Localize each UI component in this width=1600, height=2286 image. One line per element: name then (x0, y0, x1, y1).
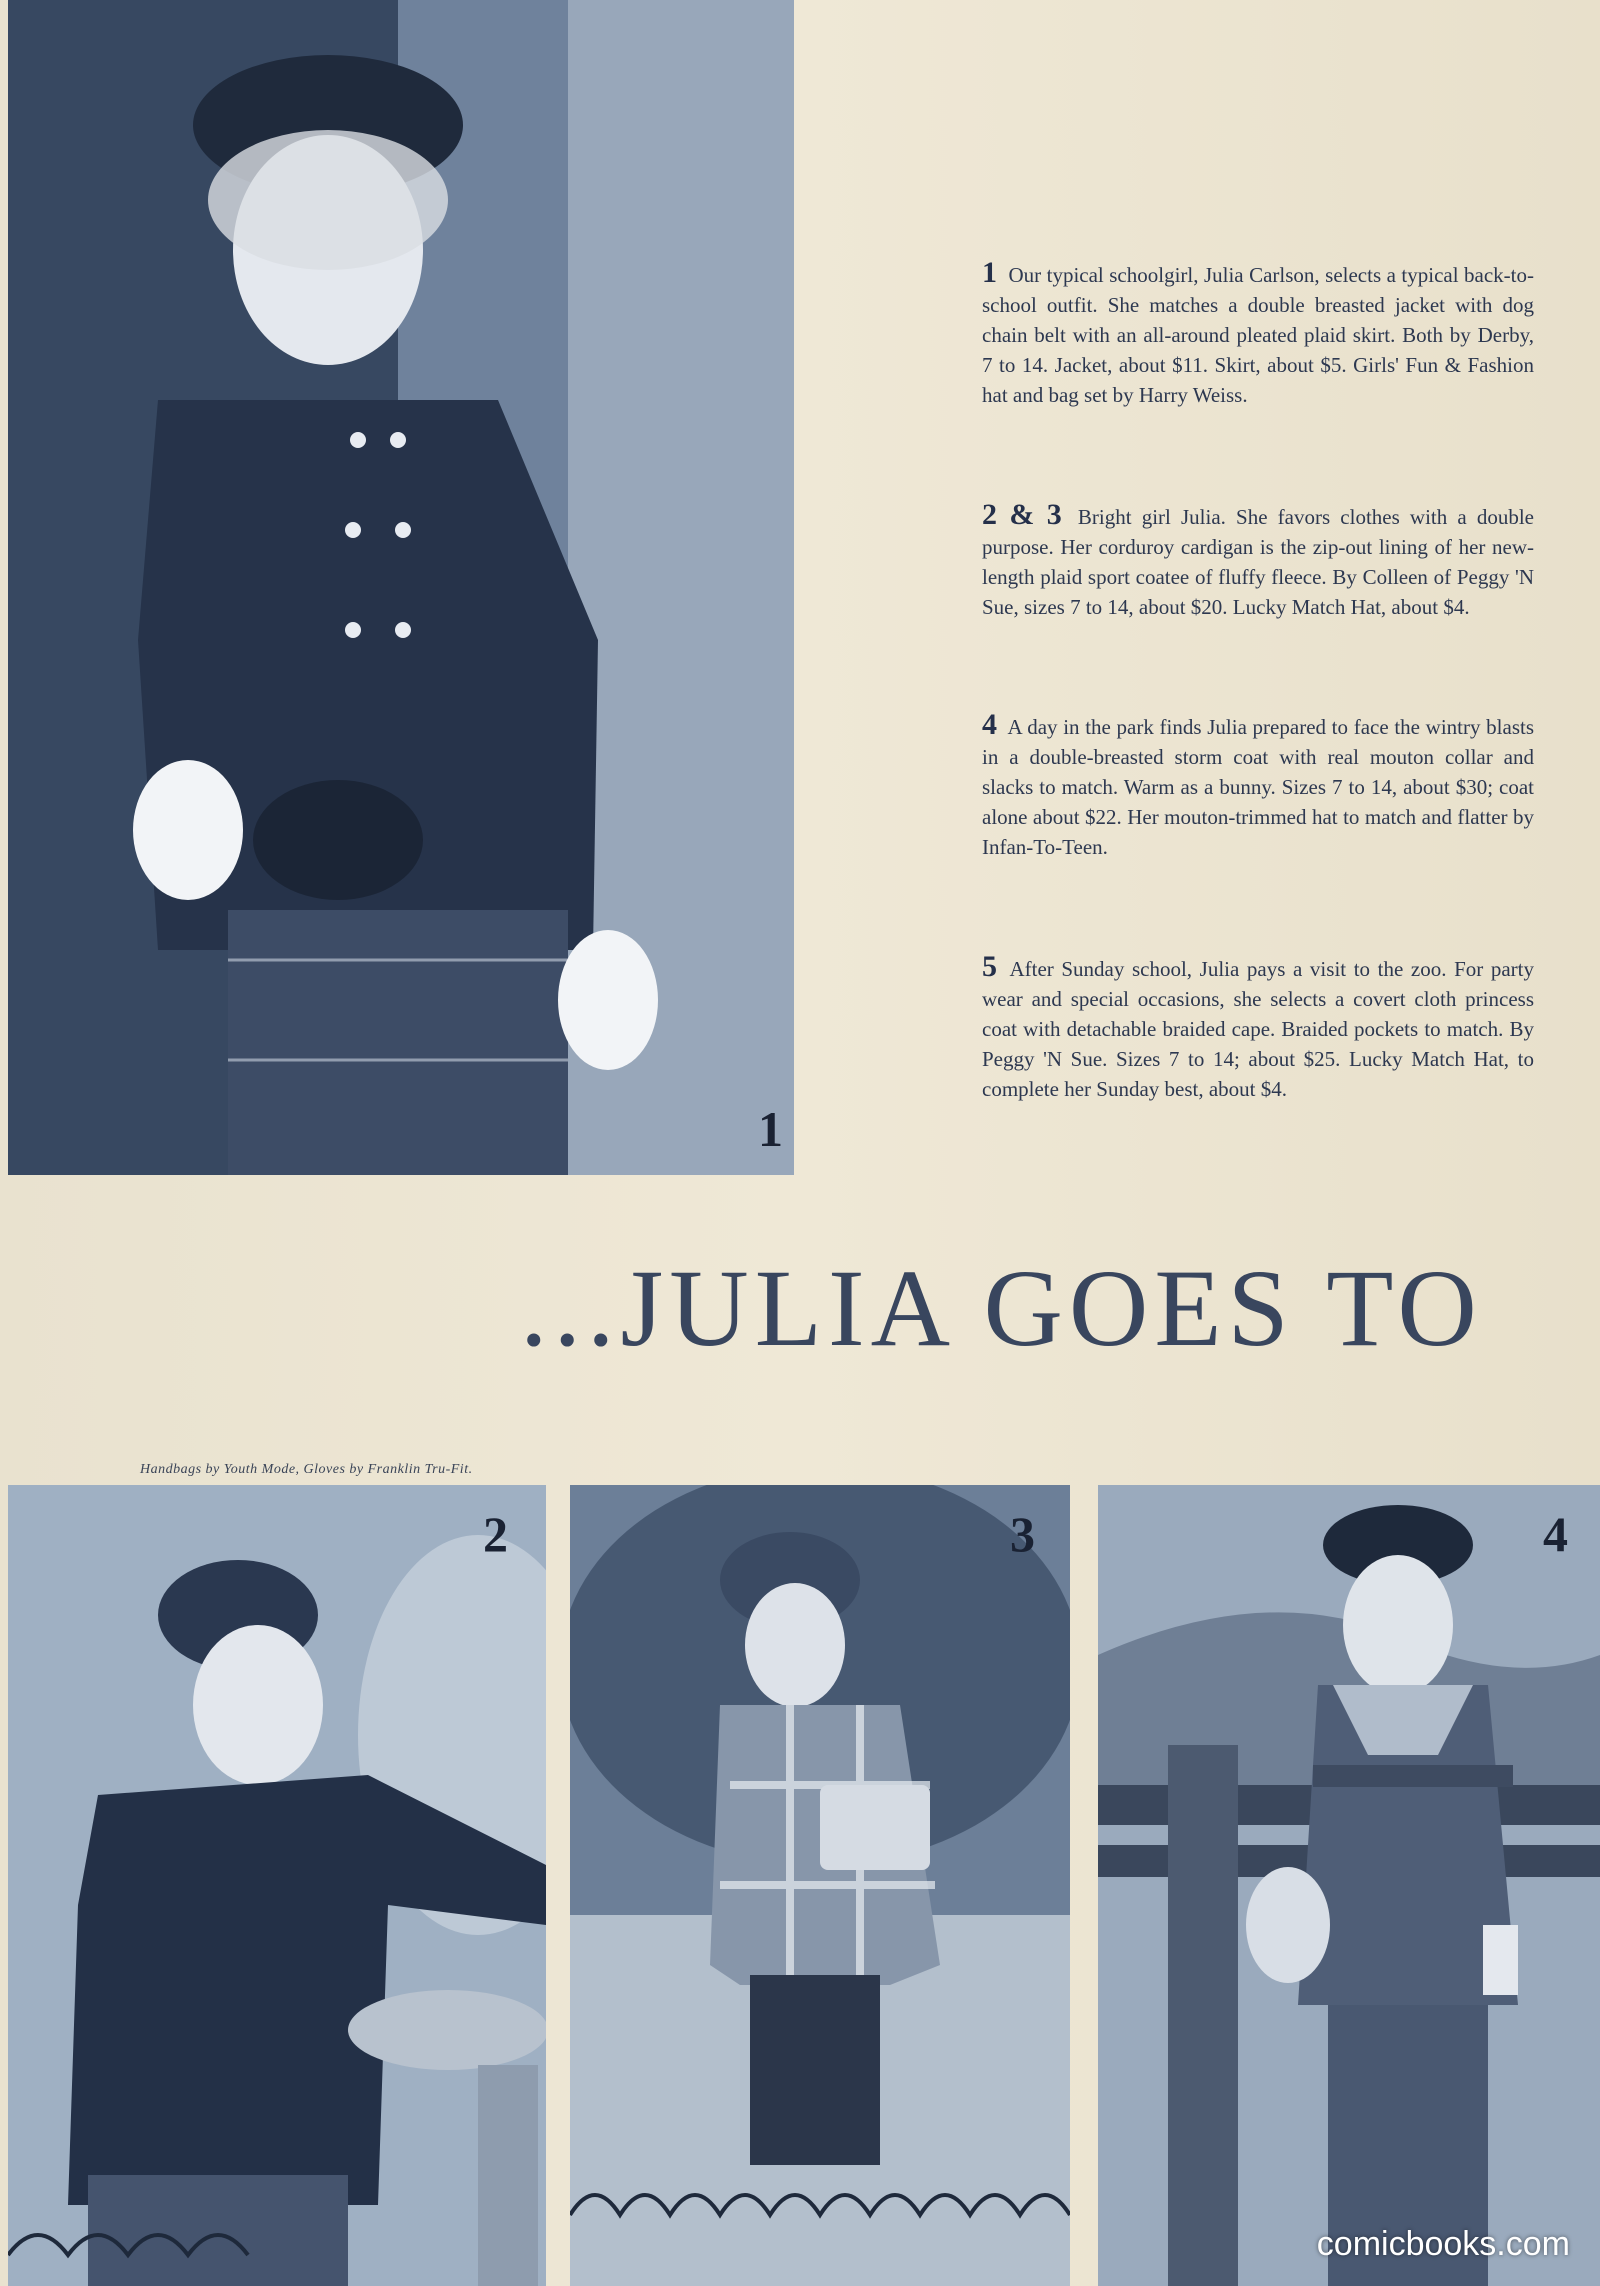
photo-1 (8, 0, 794, 1175)
photo-4 (1098, 1485, 1600, 2286)
photo-3-image (570, 1485, 1070, 2286)
caption-2-3 (982, 500, 1534, 622)
photo-1-image (8, 0, 794, 1175)
photo-4-number: 4 (1543, 1506, 1568, 1562)
caption-5-number: 5 (982, 950, 997, 983)
caption-2-3-number: 2 & 3 (982, 498, 1062, 531)
caption-1-text: Our typical schoolgirl, Julia Carlson, selects a typical back-to-school outfit. She matches a double breasted jacket with dog chain belt with an all-around pleated plaid skirt. Both by Derby, 7 to 14. Jacket, about $11. Skirt, about $5. Girls' Fun & Fashion hat and bag set by Harry Weiss. (982, 263, 1535, 407)
watermark: comicbooks.com (1316, 2225, 1570, 2263)
caption-4-number: 4 (982, 708, 997, 741)
photo-1-number: 1 (758, 1101, 783, 1157)
photo-4-image (1098, 1485, 1600, 2286)
credit-line: Handbags by Youth Mode, Gloves by Franklin Tru-Fit. (140, 1462, 473, 1477)
caption-4-text: A day in the park finds Julia prepared to face the wintry blasts in a double-breasted storm coat with real mouton collar and slacks to match. Warm as a bunny. Sizes 7 to 14, about $30; coat alone about $22. Her mouton-trimmed hat to match and flatter by Infan-To-Teen. (982, 715, 1535, 859)
photo-2-number: 2 (483, 1506, 508, 1562)
caption-1-number: 1 (982, 256, 997, 289)
photo-2 (8, 1485, 546, 2286)
caption-1 (982, 258, 1534, 410)
caption-5 (982, 952, 1534, 1104)
photo-2-image (8, 1485, 546, 2286)
caption-4 (982, 710, 1534, 862)
caption-5-text: After Sunday school, Julia pays a visit to the zoo. For party wear and special occasions, she selects a covert cloth princess coat with detachable braided cape. Braided pockets to match. By Peggy 'N Sue. Sizes 7 to 14; about $25. Lucky Match Hat, to complete her Sunday best, about $4. (982, 957, 1535, 1101)
photo-3 (570, 1485, 1070, 2286)
photo-3-number: 3 (1010, 1506, 1035, 1562)
headline: ...JULIA GOES TO (520, 1247, 1483, 1369)
caption-2-3-text: Bright girl Julia. She favors clothes with a double purpose. Her corduroy cardigan is the zip-out lining of her new-length plaid sport coatee of fluffy fleece. By Colleen of Peggy 'N Sue, sizes 7 to 14, about $20. Lucky Match Hat, about $4. (982, 505, 1534, 619)
